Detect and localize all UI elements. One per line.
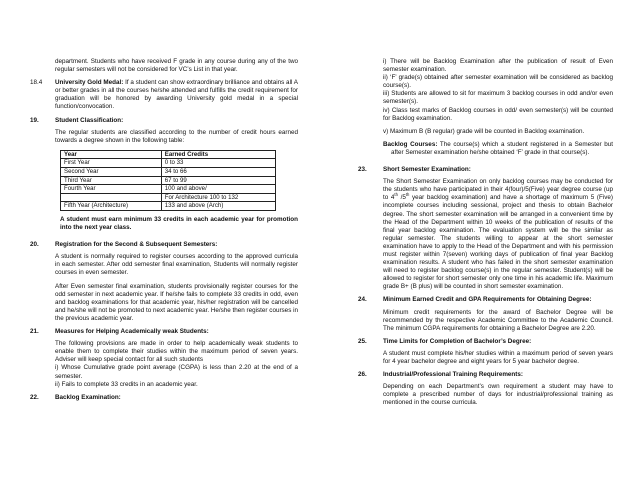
section-paragraph: The following provisions are made in order to help academically weak students to enable them to complete their studies within the maximum period of seven years. Adviser will keep special contact for all such students	[55, 340, 298, 364]
list-item: ii) Fails to complete 33 credits in an academic year.	[55, 380, 198, 388]
section-21	[30, 328, 298, 389]
section-25	[358, 338, 613, 366]
section-text: The regular students are classified according to the number of credit hours earned towards a degree shown in the following table:	[55, 128, 298, 144]
table-cell: Fifth Year (Architecture)	[61, 202, 162, 211]
table-cell: Fourth Year	[61, 185, 162, 194]
section-title: Time Limits for Completion of Bachelor’s Degree:	[383, 337, 532, 345]
section-title: Industrial/Professional Training Requirements:	[383, 371, 523, 379]
section-title: Backlog Examination:	[55, 393, 121, 401]
section-number: 26.	[358, 371, 367, 379]
right-column	[358, 58, 613, 412]
student-classification-table	[60, 150, 276, 211]
section-paragraph: Minimum credit requirements for the award of Bachelor Degree will be recommended by the respective Academic Committee to the Academic Council. The minimum CGPA requirements for obtaining a Bachelor Degree are 2.20.	[383, 308, 613, 332]
table-row	[61, 176, 276, 185]
table-row	[61, 168, 276, 177]
section-paragraph: After Even semester final examination, students provisionally register courses for the odd semester in next academic year. If he/she fails to complete 33 credits in odd, even and backlog examinations for that academic year, his/her registration will be cancelled and he/she will not be promoted to next academic year. He/she then register courses in the previous academic year.	[55, 282, 298, 322]
section-title: University Gold Medal:	[55, 79, 124, 87]
table-row	[61, 202, 276, 211]
section-26	[358, 371, 613, 407]
list-item: iii) Students are allowed to sit for maximum 3 backlog courses in odd and/or even semester(s).	[383, 90, 613, 106]
table-header-year: Year	[61, 150, 162, 159]
table-header-row	[61, 150, 276, 159]
section-number: 18.4	[30, 79, 43, 87]
section-20	[30, 241, 298, 323]
list-item: i) There will be Backlog Examination after the publication of result of Even semester examination.	[383, 58, 613, 74]
text-part: The Short Semester Examination on only backlog courses may be conducted for the students who have participated in their 4(four)/5(Five) year degree course (up to 4	[383, 178, 613, 202]
backlog-rules	[358, 58, 613, 157]
table-cell: For Architecture 100 to 132	[161, 193, 275, 202]
table-row	[61, 159, 276, 168]
superscript: th	[394, 192, 398, 198]
section-title: Minimum Earned Credit and GPA Requirements for Obtaining Degree:	[383, 296, 592, 304]
table-cell: 133 and above (Arch)	[161, 202, 275, 211]
section-number: 22.	[30, 393, 39, 401]
list-item: v) Maximum B (B regular) grade will be counted in Backlog examination.	[383, 127, 585, 135]
promotion-note: A student must earn minimum 33 credits in each academic year for promotion into the next year class.	[60, 216, 298, 232]
table-cell: Third Year	[61, 176, 162, 185]
table-cell: 0 to 33	[161, 159, 275, 168]
list-item: iv) Class test marks of Backlog courses in odd/ even semester(s) will be counted for Backlog examination.	[383, 106, 613, 122]
section-text: If a student can show extraordinary brilliance and obtains all A or better grades in all the courses he/she attended and fulfills the credit requirement for graduation will be honored by awarding University gold medal in a special function/convocation.	[55, 79, 298, 111]
section-paragraph: A student must complete his/her studies within a maximum period of seven years for 4 year bachelor degree and eight years for 5 year bachelor degree.	[383, 349, 613, 365]
section-22	[30, 394, 298, 402]
table-header-credits: Earned Credits	[161, 150, 275, 159]
section-paragraph	[383, 178, 613, 291]
section-paragraph: A student is normally required to register courses according to the approved curricula in each semester. After odd semester final examination, Students will normally register courses in even semester.	[55, 253, 298, 277]
section-title: Registration for the Second & Subsequent Semesters:	[55, 241, 218, 249]
section-number: 19.	[30, 116, 39, 124]
table-row	[61, 185, 276, 194]
table-cell: 34 to 66	[161, 168, 275, 177]
section-title: Short Semester Examination:	[383, 166, 471, 174]
text-part: year backlog examination) and have a shortage of maximum 5 (Five) incomplete courses including sessional, project and thesis to obtain Bachelor degree. The short semester examination will be arranged in a convenient time by the Head of the Department within 10 weeks of the publication of results of the final year backlog examination. The evaluation system will be the similar as regular semester. The students willing to appear at the short semester examination have to apply to the Head of the Department and with his permission must register within 7(seven) working days of publication of final year Backlog examination results. A student who has failed in the short semester examination will need to register backlog course(s) in the regular semester. Student(s) will be allowed to register for short semester only one time in his academic life. Maximum grade B+ (B plus) will be counted in short semester examination.	[383, 194, 613, 291]
section-number: 25.	[358, 337, 367, 345]
section-number: 23.	[358, 166, 367, 174]
section-number: 20.	[30, 241, 39, 249]
intro-paragraph: department. Students who have received F grade in any course during any of the two regular semesters will not be considered for VC’s List in that year.	[55, 58, 298, 74]
section-title: Student Classification:	[55, 116, 124, 124]
table-cell: 100 and above/	[161, 185, 275, 194]
section-number: 21.	[30, 328, 39, 336]
table-cell: 67 to 99	[161, 176, 275, 185]
section-paragraph: Depending on each Department’s own requirement a student may have to complete a prescribed number of days for industrial/professional training as mentioned in the course curricula.	[383, 383, 613, 407]
table-cell: First Year	[61, 159, 162, 168]
text-part: /5	[397, 194, 406, 202]
section-19	[30, 117, 298, 145]
section-title: Measures for Helping Academically weak Students:	[55, 328, 209, 336]
table-row	[61, 193, 276, 202]
table-cell	[61, 193, 162, 202]
section-23	[358, 166, 613, 291]
list-item: i) Whose Cumulative grade point average (CGPA) is less than 2.20 at the end of a semester.	[55, 364, 298, 380]
backlog-courses-definition	[383, 141, 613, 157]
list-item: ii) ‘F’ grade(s) obtained after semester examination will be considered as backlog course(s).	[383, 74, 613, 90]
left-column	[30, 58, 298, 406]
definition-text: The course(s) which a student registered in a Semester but after Semester examination he/she obtained ‘F’ grade in that course(s).	[391, 140, 613, 156]
superscript: th	[405, 192, 410, 198]
section-number: 24.	[358, 296, 367, 304]
definition-title: Backlog Courses:	[383, 140, 438, 148]
table-cell: Second Year	[61, 168, 162, 177]
section-18-4	[30, 79, 298, 111]
section-24	[358, 296, 613, 332]
